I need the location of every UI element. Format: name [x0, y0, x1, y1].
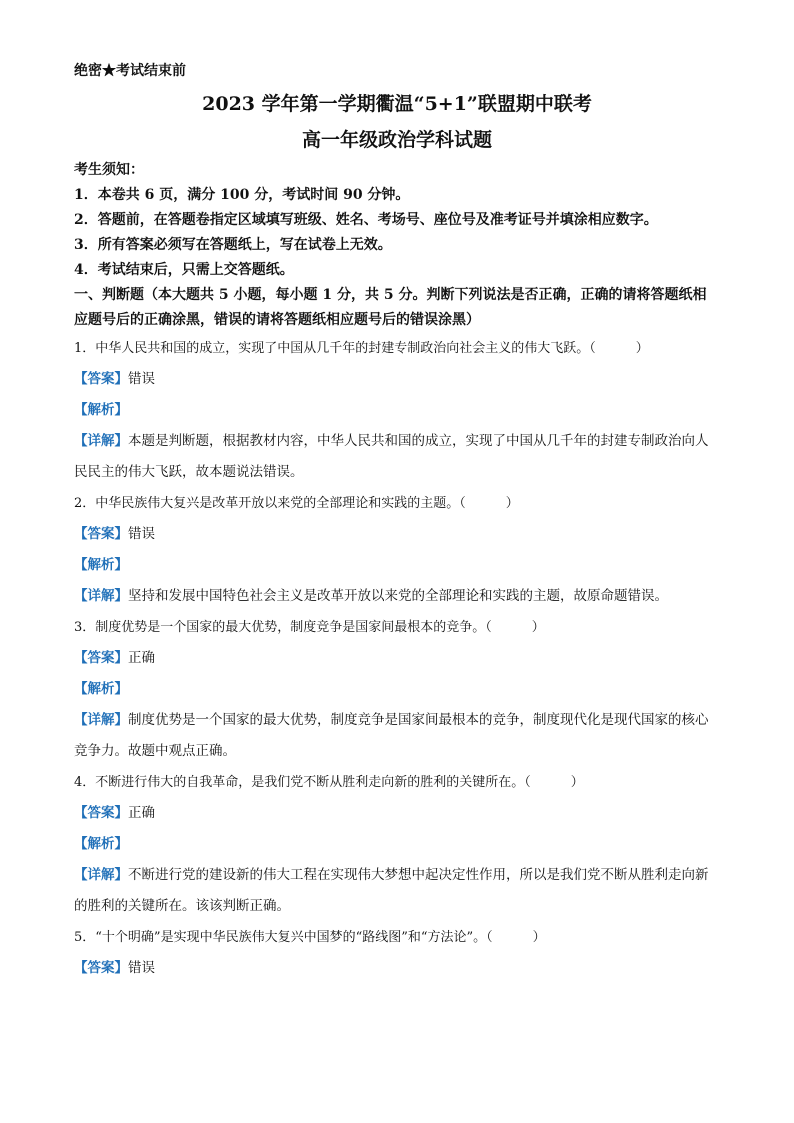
exam-page — [74, 56, 720, 984]
answer-row — [74, 798, 720, 829]
detail-label: 【详解】 — [74, 588, 128, 604]
exam-subtitle: 高一年级政治学科试题 — [301, 129, 492, 151]
answer-value: 正确 — [128, 805, 155, 821]
answer-row — [74, 519, 720, 550]
answer-row — [74, 364, 720, 395]
notice-item: 3．所有答案必须写在答题纸上，写在试卷上无效。 — [74, 237, 392, 253]
candidate-notice — [74, 158, 720, 283]
detail-label: 【详解】 — [74, 867, 128, 883]
answer-value: 正确 — [128, 650, 155, 666]
answer-label: 【答案】 — [74, 960, 128, 976]
question-block — [74, 333, 720, 488]
notice-item: 4．考试结束后，只需上交答题纸。 — [74, 262, 294, 278]
question-block — [74, 488, 720, 612]
detail-text: 不断进行党的建设新的伟大工程在实现伟大梦想中起决定性作用，所以是我们党不断从胜利走向新的胜利的关键所在。该该判断正确。 — [74, 867, 709, 914]
question-stem: 3．制度优势是一个国家的最大优势，制度竞争是国家间最根本的竞争。（ ） — [74, 620, 545, 635]
answer-label: 【答案】 — [74, 526, 128, 542]
question-block — [74, 767, 720, 922]
detail-row — [74, 426, 720, 488]
analysis-label: 【解析】 — [74, 402, 128, 418]
detail-text: 本题是判断题，根据教材内容，中华人民共和国的成立，实现了中国从几千年的封建专制政治向人民民主的伟大飞跃，故本题说法错误。 — [74, 433, 709, 480]
detail-row — [74, 705, 720, 767]
detail-label: 【详解】 — [74, 712, 128, 728]
section-heading-text: 一、判断题（本大题共 5 小题，每小题 1 分，共 5 分。判断下列说法是否正确，正确的请将答题纸相应题号后的正确涂黑，错误的请将答题纸相应题号后的错误涂黑） — [74, 287, 707, 328]
answer-label: 【答案】 — [74, 371, 128, 387]
question-stem: 2．中华民族伟大复兴是改革开放以来党的全部理论和实践的主题。（ ） — [74, 496, 519, 511]
question-stem: 4．不断进行伟大的自我革命，是我们党不断从胜利走向新的胜利的关键所在。（ ） — [74, 775, 584, 790]
notice-heading: 考生须知： — [74, 162, 144, 178]
answer-label: 【答案】 — [74, 805, 128, 821]
question-block — [74, 612, 720, 767]
notice-item: 2．答题前，在答题卷指定区域填写班级、姓名、考场号、座位号及准考证号并填涂相应数字。 — [74, 212, 658, 228]
answer-value: 错误 — [128, 526, 155, 542]
answer-value: 错误 — [128, 371, 155, 387]
answer-value: 错误 — [128, 960, 155, 976]
notice-item: 1．本卷共 6 页，满分 100 分，考试时间 90 分钟。 — [74, 187, 410, 203]
analysis-label: 【解析】 — [74, 557, 128, 573]
answer-label: 【答案】 — [74, 650, 128, 666]
answer-row — [74, 953, 720, 984]
analysis-row — [74, 829, 720, 860]
answer-row — [74, 643, 720, 674]
question-stem: 1．中华人民共和国的成立，实现了中国从几千年的封建专制政治向社会主义的伟大飞跃。（ ） — [74, 341, 649, 356]
exam-title: 2023 学年第一学期衢温“5+1”联盟期中联考 — [202, 93, 592, 115]
analysis-row — [74, 395, 720, 426]
detail-row — [74, 581, 720, 612]
analysis-label: 【解析】 — [74, 836, 128, 852]
question-stem: 5．“十个明确”是实现中华民族伟大复兴中国梦的“路线图”和“方法论”。（ ） — [74, 930, 546, 945]
analysis-row — [74, 674, 720, 705]
detail-label: 【详解】 — [74, 433, 128, 449]
analysis-row — [74, 550, 720, 581]
confidential-label: 绝密★考试结束前 — [74, 63, 186, 79]
section-heading — [74, 283, 720, 333]
detail-text: 制度优势是一个国家的最大优势，制度竞争是国家间最根本的竞争，制度现代化是现代国家的核心竞争力。故题中观点正确。 — [74, 712, 709, 759]
detail-text: 坚持和发展中国特色社会主义是改革开放以来党的全部理论和实践的主题，故原命题错误。 — [128, 588, 668, 604]
detail-row — [74, 860, 720, 922]
analysis-label: 【解析】 — [74, 681, 128, 697]
question-block — [74, 922, 720, 984]
